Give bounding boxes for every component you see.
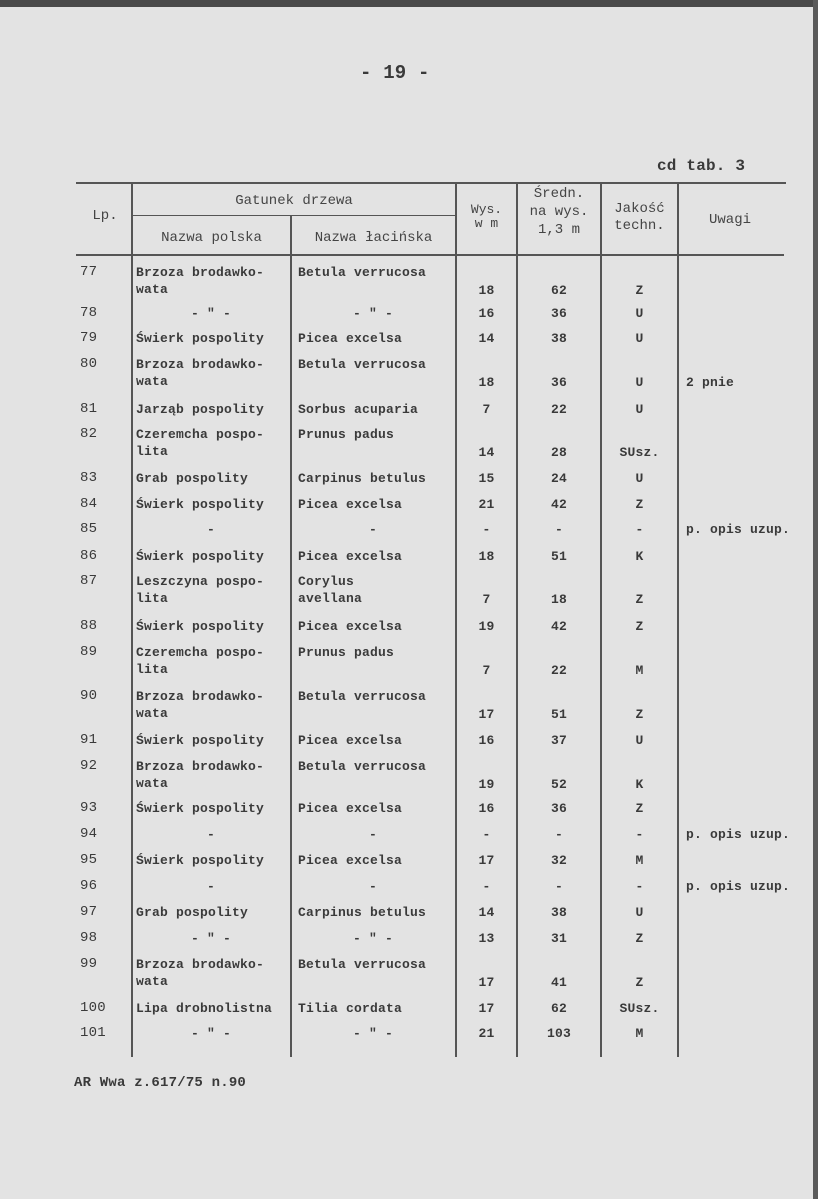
row-number: 95 [80, 852, 98, 868]
quality-value: Z [635, 801, 644, 816]
height-value: 13 [478, 931, 495, 946]
diameter-value: 52 [550, 777, 567, 792]
quality-value: Z [635, 975, 644, 990]
latin-name: Sorbus acuparia [298, 402, 419, 417]
diameter-value: 22 [550, 663, 567, 678]
latin-name: Betula verrucosa [298, 957, 427, 972]
row-number: 101 [80, 1025, 106, 1041]
polish-name: - " - [190, 1026, 231, 1041]
quality-value: K [635, 549, 644, 564]
quality-value: - [635, 879, 644, 894]
latin-name: Tilia cordata [298, 1001, 403, 1016]
quality-value: U [635, 331, 644, 346]
quality-value: M [635, 1026, 644, 1041]
row-number: 100 [80, 1000, 106, 1016]
page-number: - 19 - [360, 62, 430, 84]
row-number: 97 [80, 904, 98, 920]
diameter-value: 37 [550, 733, 567, 748]
latin-name: - [368, 879, 377, 894]
row-number: 96 [80, 878, 98, 894]
quality-value: U [635, 306, 644, 321]
header-notes: Uwagi [708, 212, 751, 228]
quality-value: U [635, 471, 644, 486]
polish-name: - [206, 522, 215, 537]
latin-name: Prunus padus [298, 645, 395, 660]
polish-name: Lipa drobnolistna [136, 1001, 273, 1016]
diameter-value: 36 [550, 375, 567, 390]
quality-value: Z [635, 931, 644, 946]
height-value: 19 [478, 619, 495, 634]
header-species: Gatunek drzewa [235, 193, 353, 209]
polish-name: Brzoza brodawko- wata [136, 759, 265, 791]
diameter-value: 62 [550, 283, 567, 298]
diameter-value: 103 [546, 1026, 571, 1041]
header-polish-name: Nazwa polska [161, 230, 262, 246]
row-number: 81 [80, 401, 98, 417]
quality-value: K [635, 777, 644, 792]
latin-name: Picea excelsa [298, 549, 403, 564]
quality-value: Z [635, 497, 644, 512]
height-value: - [482, 827, 491, 842]
header-diameter: Średn. na wys. 1,3 m [529, 186, 589, 238]
latin-name: Picea excelsa [298, 619, 403, 634]
latin-name: Betula verrucosa [298, 357, 427, 372]
polish-name: Brzoza brodawko- wata [136, 265, 265, 297]
latin-name: - " - [352, 306, 393, 321]
polish-name: Brzoza brodawko- wata [136, 357, 265, 389]
row-number: 80 [80, 356, 98, 372]
scan-top-edge [0, 0, 818, 7]
latin-name: Betula verrucosa [298, 759, 427, 774]
polish-name: - " - [190, 306, 231, 321]
polish-name: Leszczyna pospo- lita [136, 574, 265, 606]
polish-name: Grab pospolity [136, 905, 249, 920]
polish-name: - [206, 879, 215, 894]
row-number: 94 [80, 826, 98, 842]
diameter-value: 38 [550, 905, 567, 920]
quality-value: M [635, 853, 644, 868]
diameter-value: 31 [550, 931, 567, 946]
row-number: 85 [80, 521, 98, 537]
height-value: 17 [478, 707, 495, 722]
column-divider [677, 182, 679, 1057]
diameter-value: - [554, 879, 563, 894]
header-height: Wys. w m [470, 202, 503, 231]
row-number: 93 [80, 800, 98, 816]
diameter-value: 36 [550, 306, 567, 321]
diameter-value: 41 [550, 975, 567, 990]
row-number: 99 [80, 956, 98, 972]
row-number: 89 [80, 644, 98, 660]
quality-value: - [635, 827, 644, 842]
polish-name: Świerk pospolity [136, 331, 265, 346]
latin-name: Picea excelsa [298, 801, 403, 816]
row-number: 90 [80, 688, 98, 704]
table-continuation-label: cd tab. 3 [657, 157, 746, 175]
diameter-value: 51 [550, 707, 567, 722]
diameter-value: 36 [550, 801, 567, 816]
height-value: 7 [482, 663, 491, 678]
notes-value: p. opis uzup. [686, 827, 791, 842]
diameter-value: 28 [550, 445, 567, 460]
archive-reference: AR Wwa z.617/75 n.90 [74, 1075, 247, 1091]
latin-name: Carpinus betulus [298, 905, 427, 920]
diameter-value: 42 [550, 619, 567, 634]
height-value: 18 [478, 549, 495, 564]
row-number: 77 [80, 264, 98, 280]
quality-value: M [635, 663, 644, 678]
polish-name: Brzoza brodawko- wata [136, 689, 265, 721]
scan-right-edge [813, 0, 818, 1199]
polish-name: Świerk pospolity [136, 619, 265, 634]
header-sub-rule [133, 215, 455, 216]
height-value: 14 [478, 905, 495, 920]
quality-value: U [635, 402, 644, 417]
latin-name: Picea excelsa [298, 733, 403, 748]
diameter-value: 18 [550, 592, 567, 607]
latin-name: Prunus padus [298, 427, 395, 442]
height-value: 16 [478, 306, 495, 321]
row-number: 79 [80, 330, 98, 346]
height-value: 17 [478, 853, 495, 868]
latin-name: Picea excelsa [298, 331, 403, 346]
quality-value: - [635, 522, 644, 537]
height-value: 18 [478, 283, 495, 298]
diameter-value: 32 [550, 853, 567, 868]
polish-name: - " - [190, 931, 231, 946]
latin-name: - [368, 827, 377, 842]
latin-name: - " - [352, 1026, 393, 1041]
row-number: 82 [80, 426, 98, 442]
latin-name: - " - [352, 931, 393, 946]
height-value: 17 [478, 975, 495, 990]
polish-name: - [206, 827, 215, 842]
notes-value: p. opis uzup. [686, 879, 791, 894]
height-value: 16 [478, 733, 495, 748]
quality-value: Z [635, 619, 644, 634]
diameter-value: 38 [550, 331, 567, 346]
polish-name: Brzoza brodawko- wata [136, 957, 265, 989]
row-number: 86 [80, 548, 98, 564]
latin-name: Picea excelsa [298, 853, 403, 868]
polish-name: Świerk pospolity [136, 549, 265, 564]
polish-name: Świerk pospolity [136, 801, 265, 816]
height-value: 21 [478, 1026, 495, 1041]
height-value: 18 [478, 375, 495, 390]
header-quality: Jakość techn. [614, 201, 665, 234]
quality-value: U [635, 733, 644, 748]
height-value: 19 [478, 777, 495, 792]
quality-value: U [635, 375, 644, 390]
latin-name: Betula verrucosa [298, 265, 427, 280]
quality-value: Z [635, 707, 644, 722]
row-number: 78 [80, 305, 98, 321]
diameter-value: 22 [550, 402, 567, 417]
height-value: 7 [482, 402, 491, 417]
polish-name: Czeremcha pospo- lita [136, 645, 265, 677]
latin-name: Picea excelsa [298, 497, 403, 512]
diameter-value: 62 [550, 1001, 567, 1016]
diameter-value: - [554, 827, 563, 842]
row-number: 98 [80, 930, 98, 946]
latin-name: Carpinus betulus [298, 471, 427, 486]
height-value: 21 [478, 497, 495, 512]
notes-value: p. opis uzup. [686, 522, 791, 537]
latin-name: Corylus avellana [298, 574, 363, 606]
row-number: 88 [80, 618, 98, 634]
height-value: 7 [482, 592, 491, 607]
row-number: 83 [80, 470, 98, 486]
diameter-value: 42 [550, 497, 567, 512]
notes-value: 2 pnie [686, 375, 735, 390]
quality-value: U [635, 905, 644, 920]
quality-value: Z [635, 283, 644, 298]
polish-name: Świerk pospolity [136, 497, 265, 512]
latin-name: Betula verrucosa [298, 689, 427, 704]
diameter-value: 51 [550, 549, 567, 564]
header-lp: Lp. [92, 208, 118, 224]
polish-name: Świerk pospolity [136, 733, 265, 748]
height-value: 14 [478, 445, 495, 460]
polish-name: Grab pospolity [136, 471, 249, 486]
height-value: 17 [478, 1001, 495, 1016]
row-number: 92 [80, 758, 98, 774]
row-number: 84 [80, 496, 98, 512]
height-value: - [482, 879, 491, 894]
height-value: 14 [478, 331, 495, 346]
latin-name: - [368, 522, 377, 537]
row-number: 91 [80, 732, 98, 748]
polish-name: Świerk pospolity [136, 853, 265, 868]
diameter-value: 24 [550, 471, 567, 486]
quality-value: SUsz. [619, 445, 660, 460]
table-top-rule [76, 182, 786, 184]
quality-value: Z [635, 592, 644, 607]
column-divider [131, 182, 133, 1057]
height-value: - [482, 522, 491, 537]
quality-value: SUsz. [619, 1001, 660, 1016]
diameter-value: - [554, 522, 563, 537]
header-latin-name: Nazwa łacińska [314, 230, 433, 246]
row-number: 87 [80, 573, 98, 589]
height-value: 16 [478, 801, 495, 816]
polish-name: Czeremcha pospo- lita [136, 427, 265, 459]
height-value: 15 [478, 471, 495, 486]
polish-name: Jarząb pospolity [136, 402, 265, 417]
